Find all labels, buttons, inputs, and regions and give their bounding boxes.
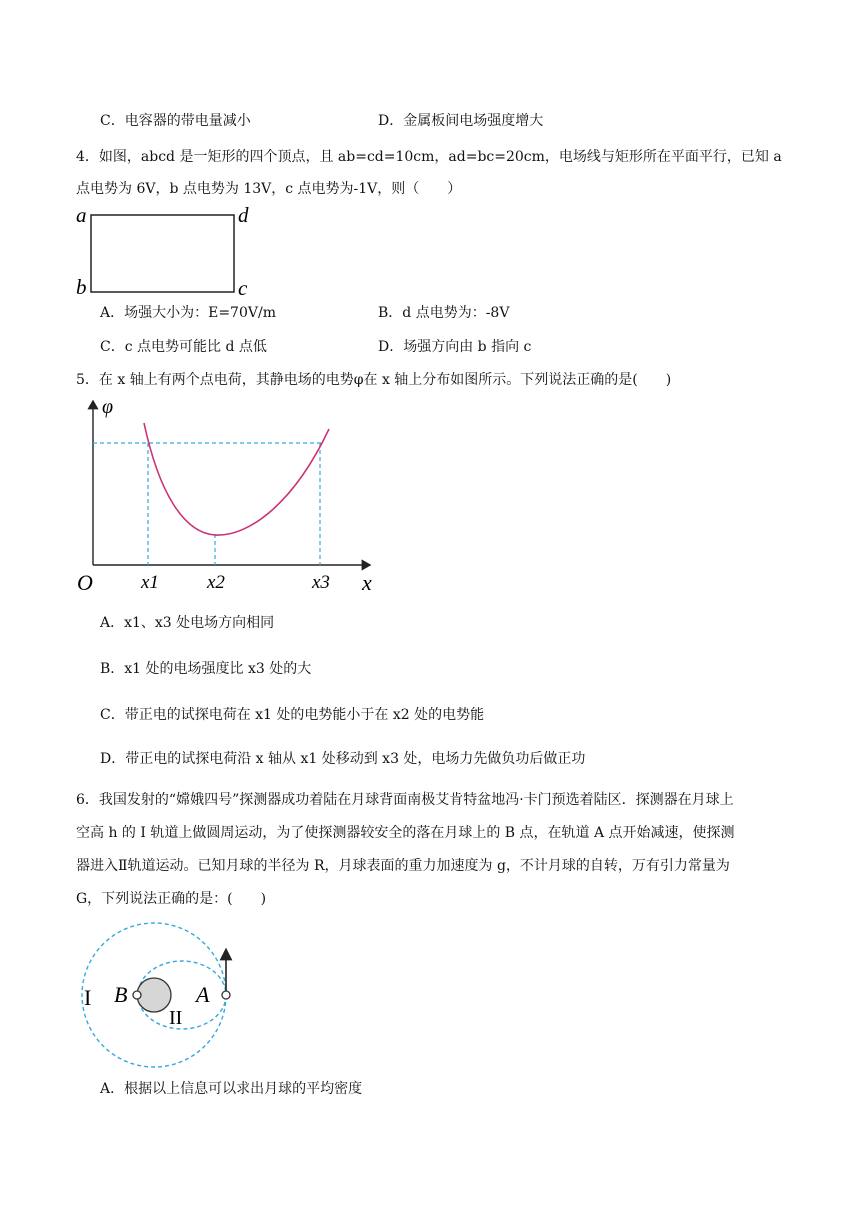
q6-stem-line2: 空高 h 的 I 轨道上做圆周运动，为了使探测器较安全的落在月球上的 B 点，在轨道 A 点开始减速，使探测: [76, 825, 735, 841]
x3-label: x3: [312, 572, 330, 593]
q5-option-d: D．带正电的试探电荷沿 x 轴从 x1 处移动到 x3 处，电场力先做负功后做正功: [100, 751, 586, 767]
x1-label: x1: [141, 572, 159, 593]
q5-option-b: B．x1 处的电场强度比 x3 处的大: [100, 661, 312, 677]
moon: [137, 978, 171, 1012]
q4-option-c: C．c 点电势可能比 d 点低: [100, 339, 267, 355]
q4-stem-line1: 4．如图，abcd 是一矩形的四个顶点，且 ab=cd=10cm，ad=bc=20cm，电场线与矩形所在平面平行，已知 a: [76, 149, 782, 165]
orbit-II-label: II: [169, 1007, 183, 1029]
orbit-I-label: I: [84, 985, 92, 1010]
q4-option-d: D．场强方向由 b 指向 c: [378, 339, 532, 355]
q3-option-c: C．电容器的带电量减小: [100, 113, 251, 129]
q5-option-a: A．x1、x3 处电场方向相同: [100, 615, 275, 631]
q4-option-b: B．d 点电势为：-8V: [378, 305, 510, 321]
potential-curve: [144, 423, 329, 535]
q6-option-a: A．根据以上信息可以求出月球的平均密度: [100, 1081, 363, 1097]
B-label: B: [114, 982, 128, 1007]
A-label: A: [196, 982, 210, 1007]
q6-stem-line1: 6．我国发射的“嫦娥四号”探测器成功着陆在月球背面南极艾肯特盆地冯·卡门预选着陆区．探测器在月球上: [76, 792, 734, 808]
phi-label: φ: [102, 396, 114, 418]
label-a: a: [76, 203, 87, 227]
q4-rectangle-figure: [74, 203, 264, 297]
q6-stem-line3: 器进入Ⅱ轨道运动。已知月球的半径为 R，月球表面的重力加速度为 g，不计月球的自转，万有引力常量为: [76, 858, 730, 874]
label-d: d: [238, 203, 249, 227]
q6-orbit-figure: [74, 918, 274, 1070]
origin-label: O: [77, 570, 93, 595]
q4-option-a: A．场强大小为：E=70V/m: [100, 305, 276, 321]
x-axis-label: x: [362, 570, 372, 595]
q5-option-c: C．带正电的试探电荷在 x1 处的电势能小于在 x2 处的电势能: [100, 707, 485, 723]
rectangle-abcd: [91, 215, 234, 292]
x2-label: x2: [207, 572, 225, 593]
q6-stem-line4: G，下列说法正确的是：( ): [76, 891, 267, 907]
q4-stem-line2: 点电势为 6V，b 点电势为 13V，c 点电势为-1V，则（ ）: [76, 181, 462, 197]
label-c: c: [238, 276, 248, 297]
point-A: [222, 991, 230, 999]
point-B: [133, 991, 141, 999]
label-b: b: [76, 275, 87, 297]
q3-option-d: D．金属板间电场强度增大: [378, 113, 544, 129]
q5-stem: 5．在 x 轴上有两个点电荷，其静电场的电势φ在 x 轴上分布如图所示。下列说法正确的是( ): [76, 372, 672, 388]
q5-potential-graph: [74, 393, 384, 601]
